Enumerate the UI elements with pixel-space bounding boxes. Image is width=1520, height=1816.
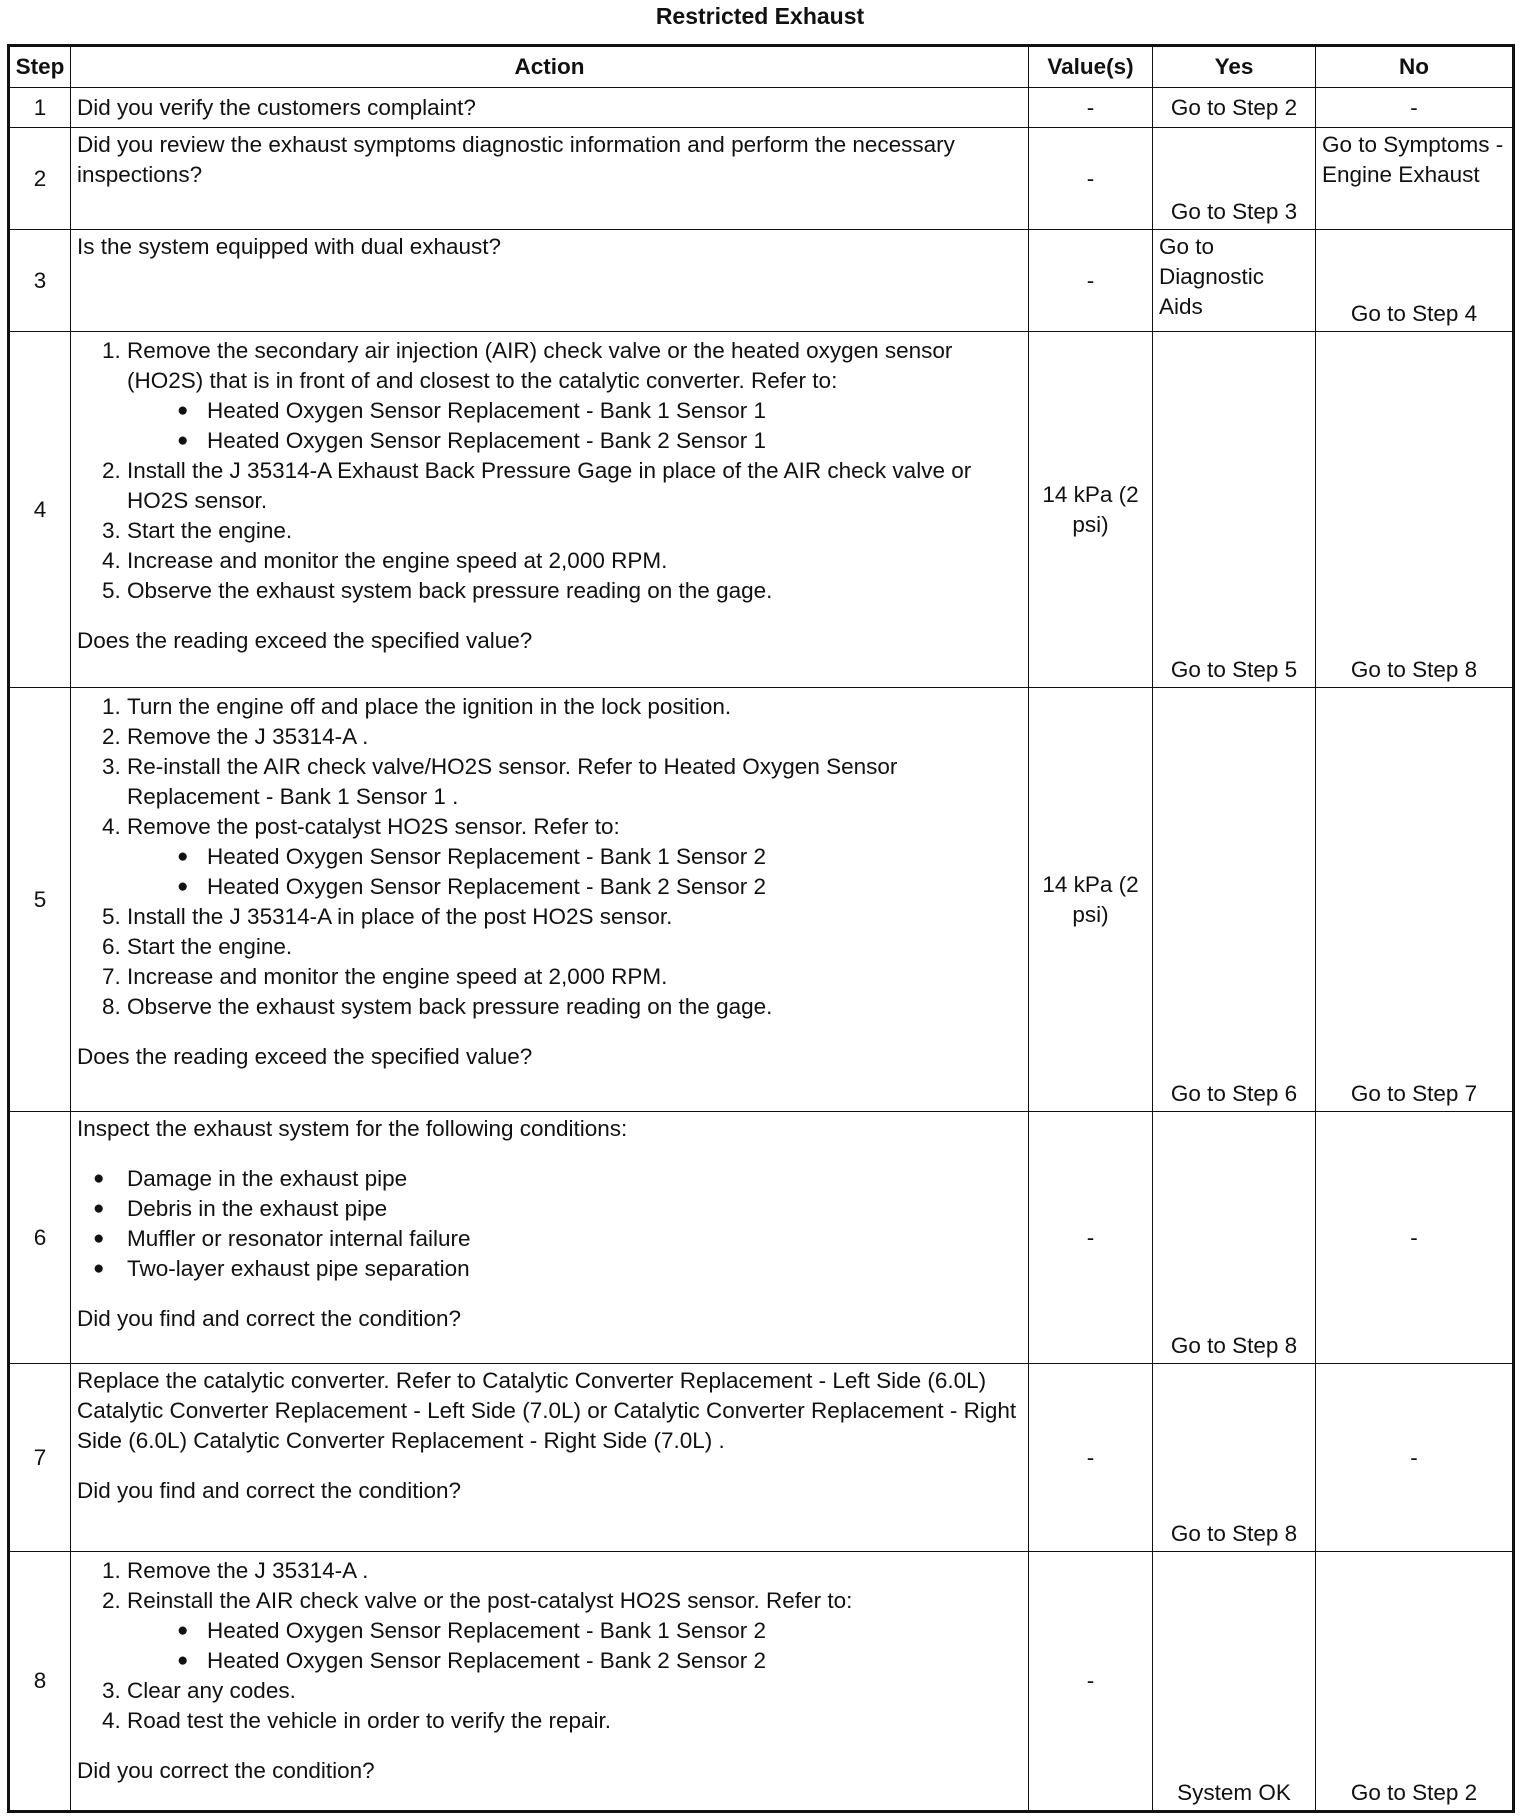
list-item: 1. Turn the engine off and place the ignition in the lock position. [127, 692, 1022, 722]
yes-cell[interactable]: Go to Step 2 [1153, 88, 1316, 128]
no-cell[interactable]: Go to Step 7 [1316, 688, 1514, 1112]
list-item: 8. Observe the exhaust system back pressure reading on the gage. [127, 992, 1022, 1022]
yes-cell[interactable]: Go to Step 5 [1153, 332, 1316, 688]
list-item: 2. Remove the J 35314-A . [127, 722, 1022, 752]
action-cell [71, 688, 1029, 1112]
no-cell: - [1316, 1112, 1514, 1364]
header-action: Action [71, 46, 1029, 88]
value-cell: - [1029, 230, 1153, 332]
action-cell [71, 1112, 1029, 1364]
table-row [9, 1364, 1514, 1552]
action-cell [71, 1364, 1029, 1552]
list-item: 7. Increase and monitor the engine speed at 2,000 RPM. [127, 962, 1022, 992]
header-values: Value(s) [1029, 46, 1153, 88]
value-cell: - [1029, 128, 1153, 230]
no-cell[interactable]: Go to Symptoms - Engine Exhaust [1316, 128, 1514, 230]
yes-cell[interactable]: Go to Diagnostic Aids [1153, 230, 1316, 332]
reference-link[interactable]: ● Heated Oxygen Sensor Replacement - Bank 2 Sensor 2 [177, 872, 1022, 902]
action-cell [71, 1552, 1029, 1812]
list-item: 4. Remove the post-catalyst HO2S sensor. Refer to: ● Heated Oxygen Sensor Replacement - Bank 1 Sensor 2 ● Heated Oxygen Sensor Replacement - Bank 2 Sensor 2 [127, 812, 1022, 902]
step-number: 8 [9, 1552, 71, 1812]
reference-link[interactable]: ● Heated Oxygen Sensor Replacement - Bank 2 Sensor 1 [177, 426, 1022, 456]
no-cell: - [1316, 1364, 1514, 1552]
page-title: Restricted Exhaust [655, 3, 865, 29]
step-number: 7 [9, 1364, 71, 1552]
list-item: ● Two-layer exhaust pipe separation [77, 1254, 1022, 1284]
list-item: 3. Clear any codes. [127, 1676, 1022, 1706]
reference-link[interactable]: ● Heated Oxygen Sensor Replacement - Bank 1 Sensor 2 [177, 1616, 1022, 1646]
list-item: 1. Remove the J 35314-A . [127, 1556, 1022, 1586]
list-item: ● Muffler or resonator internal failure [77, 1224, 1022, 1254]
condition-list [77, 1164, 1022, 1284]
list-item: 4. Road test the vehicle in order to verify the repair. [127, 1706, 1022, 1736]
yes-cell[interactable]: System OK [1153, 1552, 1316, 1812]
reference-link[interactable]: ● Heated Oxygen Sensor Replacement - Bank 1 Sensor 1 [177, 396, 1022, 426]
yes-cell[interactable]: Go to Step 8 [1153, 1364, 1316, 1552]
value-cell: - [1029, 88, 1153, 128]
no-cell[interactable]: Go to Step 2 [1316, 1552, 1514, 1812]
value-cell: - [1029, 1112, 1153, 1364]
question-text: Did you find and correct the condition? [77, 1478, 461, 1503]
instruction-list [77, 336, 1022, 606]
no-cell[interactable]: Go to Step 4 [1316, 230, 1514, 332]
no-cell: - [1316, 88, 1514, 128]
intro-text: Inspect the exhaust system for the following conditions: [77, 1116, 628, 1141]
question-text: Does the reading exceed the specified value? [77, 1044, 533, 1069]
no-cell[interactable]: Go to Step 8 [1316, 332, 1514, 688]
table-row [9, 332, 1514, 688]
list-item: 3. Start the engine. [127, 516, 1022, 546]
value-cell: 14 kPa (2 psi) [1029, 332, 1153, 688]
header-no: No [1316, 46, 1514, 88]
reference-link[interactable]: ● Heated Oxygen Sensor Replacement - Bank 2 Sensor 2 [177, 1646, 1022, 1676]
instruction-list [77, 692, 1022, 1022]
yes-cell[interactable]: Go to Step 3 [1153, 128, 1316, 230]
action-text: Did you verify the customers complaint? [71, 88, 1029, 128]
question-text: Did you correct the condition? [77, 1758, 375, 1783]
table-header-row [9, 46, 1514, 88]
value-cell: - [1029, 1364, 1153, 1552]
step-number: 5 [9, 688, 71, 1112]
list-item: 2. Reinstall the AIR check valve or the post-catalyst HO2S sensor. Refer to: ● Heated Oxygen Sensor Replacement - Bank 1 Sensor 2 ● Heated Oxygen Sensor Replacement - Bank 2 Sensor 2 [127, 1586, 1022, 1676]
list-item: 3. Re-install the AIR check valve/HO2S sensor. Refer to Heated Oxygen Sensor Replacement - Bank 1 Sensor 1 . [127, 752, 1022, 812]
step-number: 3 [9, 230, 71, 332]
table-row [9, 688, 1514, 1112]
table-row [9, 1552, 1514, 1812]
action-text: Did you review the exhaust symptoms diagnostic information and perform the necessary inspections? [71, 128, 1029, 230]
list-item: 2. Install the J 35314-A Exhaust Back Pressure Gage in place of the AIR check valve or HO2S sensor. [127, 456, 1022, 516]
table-row [9, 88, 1514, 128]
list-item: ● Damage in the exhaust pipe [77, 1164, 1022, 1194]
yes-cell[interactable]: Go to Step 6 [1153, 688, 1316, 1112]
list-item: 1. Remove the secondary air injection (AIR) check valve or the heated oxygen sensor (HO2S) that is in front of and closest to the catalytic converter. Refer to: ● Heated Oxygen Sensor Replacement - Bank 1 Sensor 1 ● Heated Oxygen Sensor Replacement - Bank 2 Sensor 1 [127, 336, 1022, 456]
table-row [9, 1112, 1514, 1364]
step-number: 1 [9, 88, 71, 128]
reference-link[interactable]: ● Heated Oxygen Sensor Replacement - Bank 1 Sensor 2 [177, 842, 1022, 872]
diagnostic-table [7, 44, 1515, 1813]
table-row [9, 128, 1514, 230]
header-step: Step [9, 46, 71, 88]
step-number: 2 [9, 128, 71, 230]
list-item: 4. Increase and monitor the engine speed at 2,000 RPM. [127, 546, 1022, 576]
action-text: Replace the catalytic converter. Refer to Catalytic Converter Replacement - Left Side (6.0L) Catalytic Converter Replacement - Left Side (7.0L) or Catalytic Converter Replacement - Right Side (6.0L) Catalytic Converter Replacement - Right Side (7.0L) . [77, 1368, 1017, 1453]
list-item: 5. Install the J 35314-A in place of the post HO2S sensor. [127, 902, 1022, 932]
list-item: 6. Start the engine. [127, 932, 1022, 962]
question-text: Did you find and correct the condition? [77, 1306, 461, 1331]
instruction-list [77, 1556, 1022, 1736]
question-text: Does the reading exceed the specified value? [77, 628, 533, 653]
step-number: 6 [9, 1112, 71, 1364]
header-yes: Yes [1153, 46, 1316, 88]
value-cell: - [1029, 1552, 1153, 1812]
list-item: 5. Observe the exhaust system back pressure reading on the gage. [127, 576, 1022, 606]
yes-cell[interactable]: Go to Step 8 [1153, 1112, 1316, 1364]
table-row [9, 230, 1514, 332]
step-number: 4 [9, 332, 71, 688]
action-cell [71, 332, 1029, 688]
list-item: ● Debris in the exhaust pipe [77, 1194, 1022, 1224]
action-text: Is the system equipped with dual exhaust? [71, 230, 1029, 332]
value-cell: 14 kPa (2 psi) [1029, 688, 1153, 1112]
